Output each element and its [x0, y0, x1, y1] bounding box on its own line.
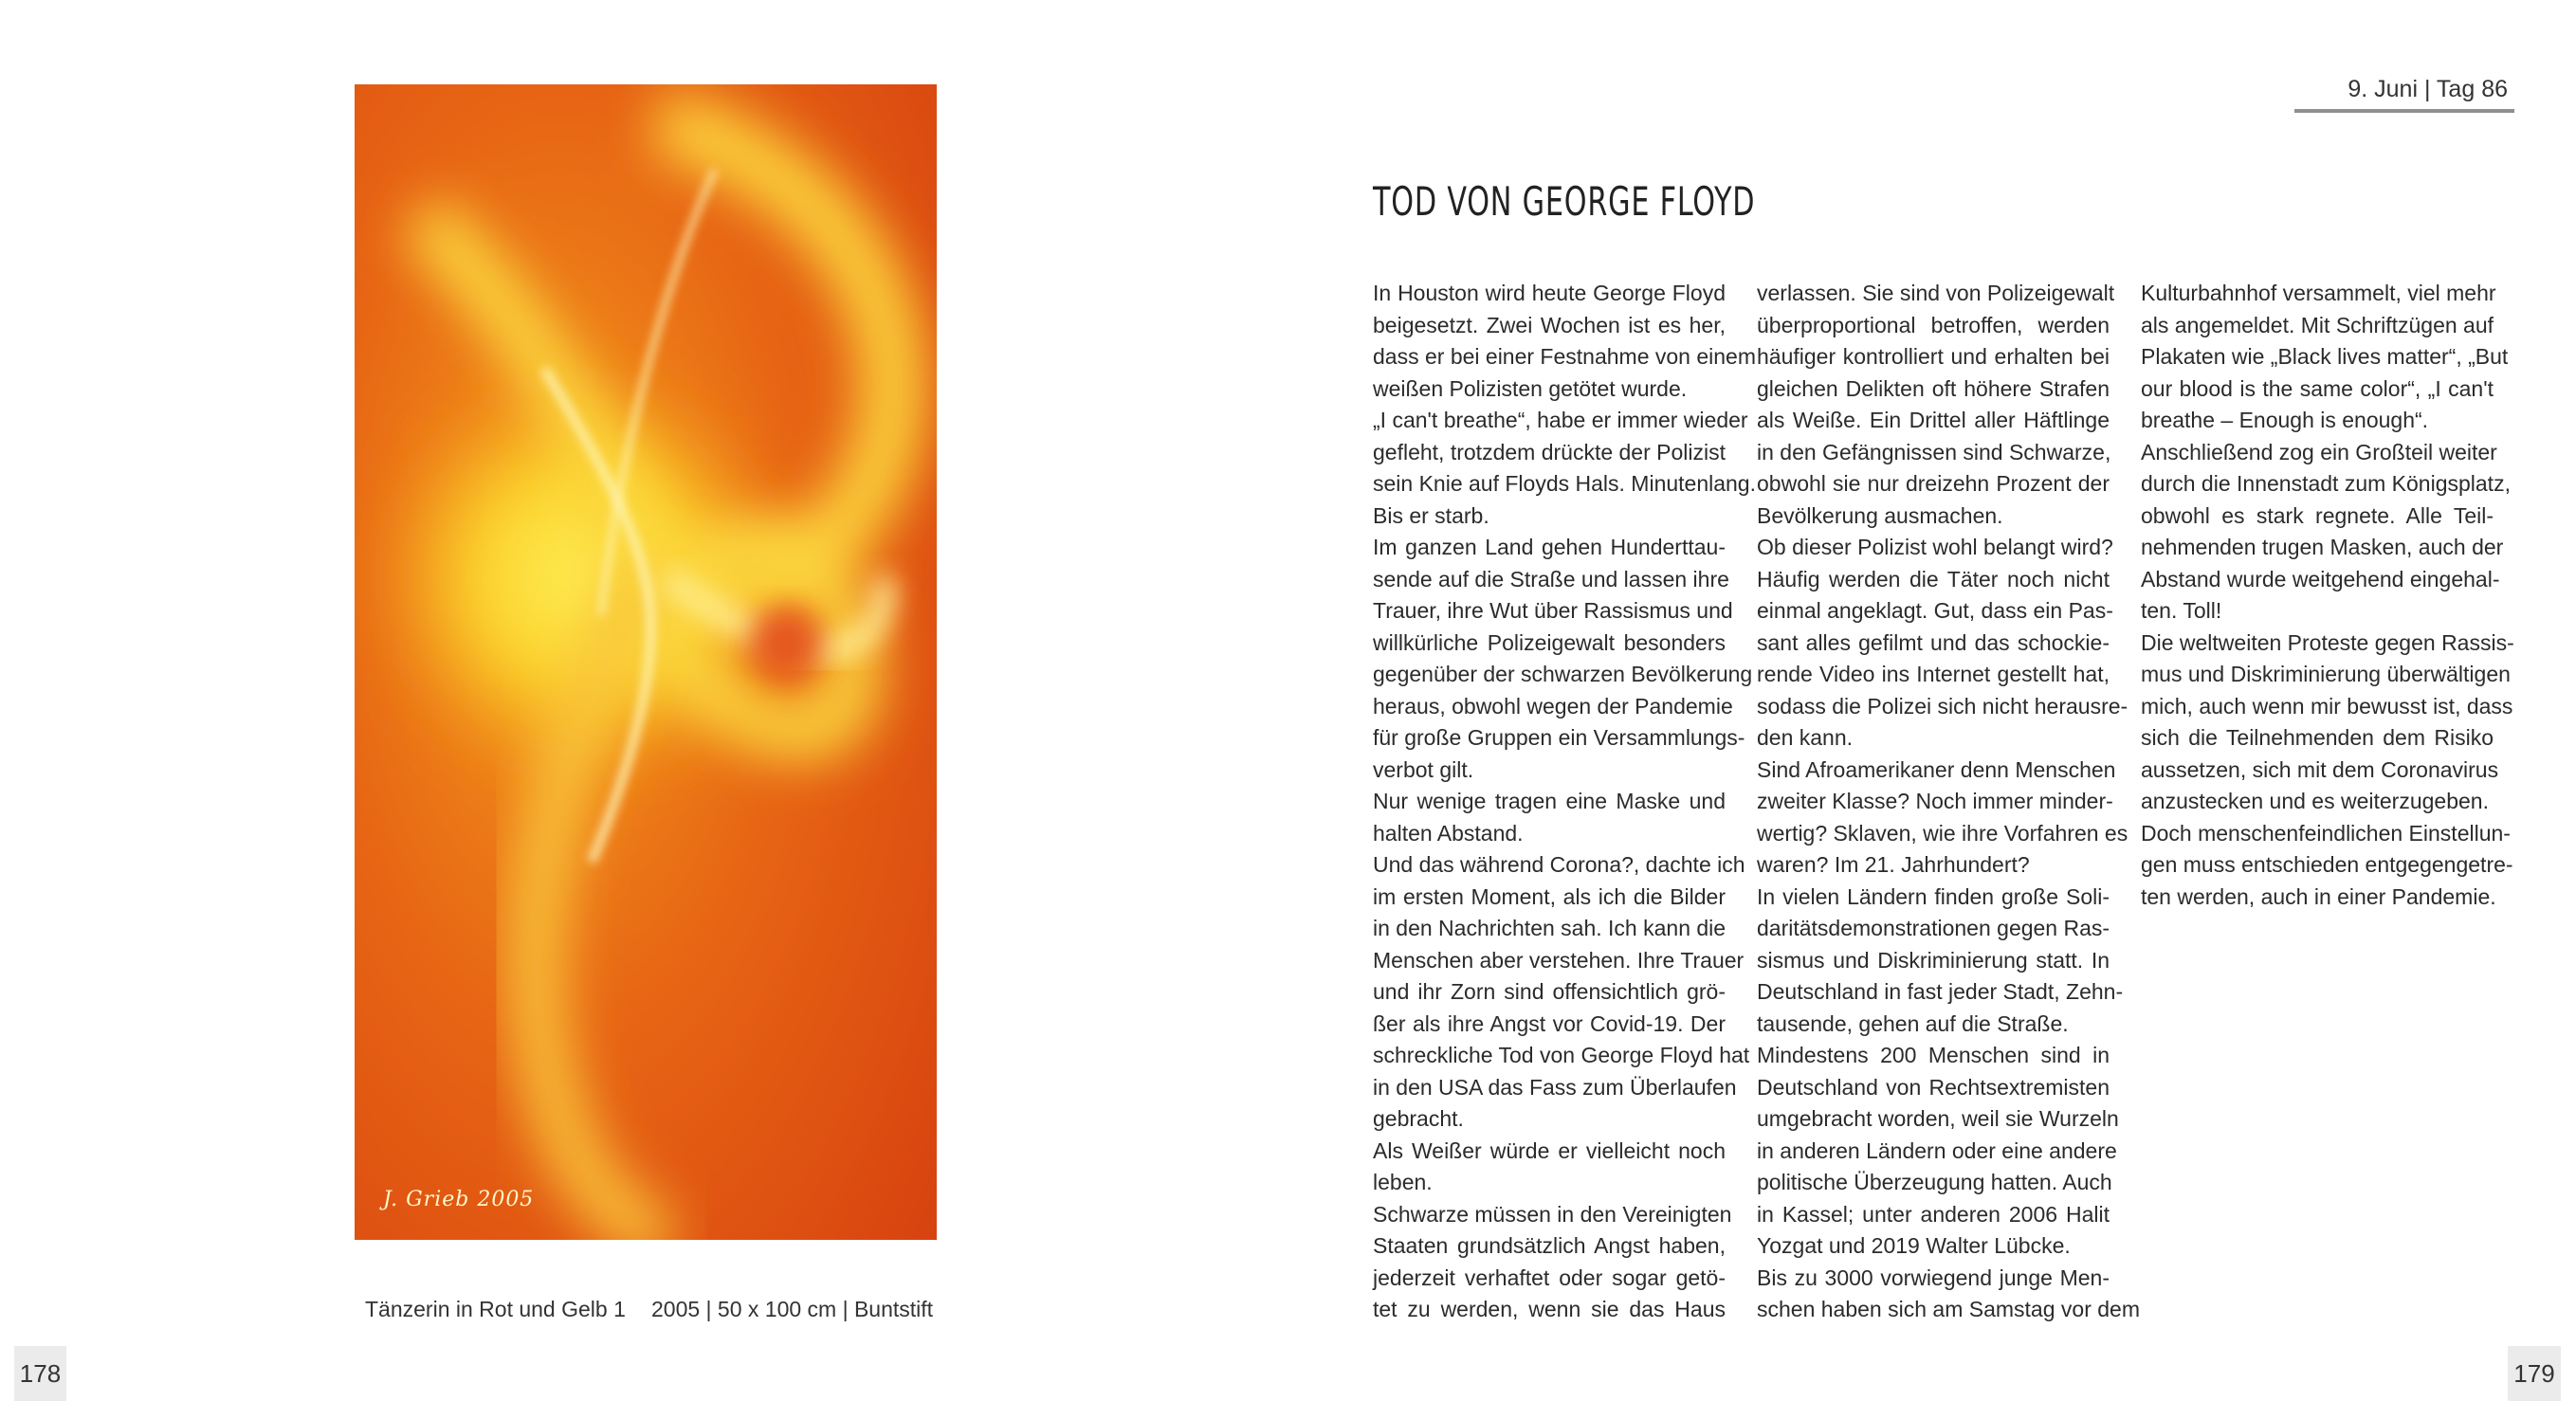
text-line: sende auf die Straße und lassen ihre	[1373, 566, 1729, 591]
text-line: ten werden, auch in einer Pandemie.	[2141, 883, 2496, 909]
text-line: weißen Polizisten getötet wurde.	[1373, 375, 1688, 401]
text-line: In Houston wird heute George Floyd	[1373, 281, 1726, 305]
text-column-3	[2141, 278, 2514, 913]
text-line: als angemeldet. Mit Schriftzügen auf	[2141, 312, 2494, 337]
text-line: waren? Im 21. Jahrhundert?	[1757, 852, 2030, 877]
header-rule	[2294, 109, 2514, 113]
text-line: heraus, obwohl wegen der Pandemie	[1373, 693, 1733, 719]
painting-artwork	[355, 84, 937, 1240]
text-line: den kann.	[1757, 725, 1854, 750]
text-line: In vielen Ländern finden große Soli-	[1757, 883, 2110, 909]
text-line: halten Abstand.	[1373, 820, 1524, 846]
text-line: verbot gilt.	[1373, 756, 1474, 782]
text-line: daritätsdemonstrationen gegen Ras-	[1757, 916, 2110, 940]
text-line: mus und Diskriminierung überwältigen	[2141, 662, 2511, 686]
text-line: gebracht.	[1373, 1106, 1464, 1131]
text-line: in den USA das Fass zum Überlaufen	[1373, 1074, 1737, 1100]
text-line: Plakaten wie „Black lives matter“, „But	[2141, 344, 2509, 369]
text-line: überproportional betroffen, werden	[1757, 312, 2110, 337]
text-line: Bis er starb.	[1373, 502, 1489, 528]
painting-signature: J. Grieb 2005	[383, 1188, 535, 1211]
text-line: Deutschland von Rechtsextremisten	[1757, 1074, 2110, 1100]
text-line: willkürliche Polizeigewalt besonders	[1373, 629, 1726, 655]
text-line: durch die Innenstadt zum Königsplatz,	[2141, 471, 2511, 496]
text-line: sant alles gefilmt und das schockie-	[1757, 629, 2110, 655]
text-line: Die weltweiten Proteste gegen Rassis-	[2141, 629, 2514, 655]
painting-image	[355, 84, 937, 1240]
running-header-date: 9. Juni | Tag 86	[2348, 76, 2508, 102]
text-line: zweiter Klasse? Noch immer minder-	[1757, 789, 2113, 813]
text-line: in den Nachrichten sah. Ich kann die	[1373, 916, 1726, 940]
text-line: obwohl sie nur dreizehn Prozent der	[1757, 471, 2110, 496]
text-line: Anschließend zog ein Großteil weiter	[2141, 439, 2497, 464]
artwork-caption-meta: 2005 | 50 x 100 cm | Buntstift	[651, 1297, 934, 1321]
text-line: Menschen aber verstehen. Ihre Trauer	[1373, 947, 1745, 973]
text-line: und ihr Zorn sind offensichtlich grö-	[1373, 979, 1726, 1004]
text-line: Bevölkerung ausmachen.	[1757, 502, 2003, 528]
text-line: Schwarze müssen in den Vereinigten	[1373, 1201, 1732, 1227]
text-line: obwohl es stark regnete. Alle Teil-	[2141, 502, 2494, 528]
text-line: verlassen. Sie sind von Polizeigewalt	[1757, 281, 2115, 305]
text-line: gegenüber der schwarzen Bevölkerung	[1373, 662, 1753, 686]
text-line: Yozgat und 2019 Walter Lübcke.	[1757, 1233, 2071, 1258]
text-line: leben.	[1373, 1170, 1433, 1194]
text-line: Im ganzen Land gehen Hunderttau-	[1373, 535, 1726, 559]
text-line: im ersten Moment, als ich die Bilder	[1373, 883, 1726, 909]
text-line: Kulturbahnhof versammelt, viel mehr	[2141, 281, 2496, 305]
text-line: tausende, gehen auf die Straße.	[1757, 1010, 2069, 1036]
article-title: TOD VON GEORGE FLOYD	[1373, 178, 1756, 225]
text-line: Und das während Corona?, dachte ich	[1373, 852, 1745, 877]
text-column-2	[1757, 278, 2140, 1326]
text-line: als Weiße. Ein Drittel aller Häftlinge	[1757, 408, 2110, 432]
text-line: our blood is the same color“, „I can't	[2141, 375, 2494, 401]
text-line: breathe – Enough is enough“.	[2141, 408, 2429, 432]
text-line: Staaten grundsätzlich Angst haben,	[1373, 1233, 1726, 1258]
text-line: umgebracht worden, weil sie Wurzeln	[1757, 1106, 2119, 1131]
text-line: jederzeit verhaftet oder sogar getö-	[1373, 1265, 1726, 1290]
text-line: Sind Afroamerikaner denn Menschen	[1757, 756, 2116, 782]
text-line: schreckliche Tod von George Floyd hat	[1373, 1043, 1750, 1067]
text-line: häufiger kontrolliert und erhalten bei	[1757, 344, 2110, 369]
text-line: schen haben sich am Samstag vor dem	[1757, 1297, 2140, 1321]
text-line: gefleht, trotzdem drückte der Polizist	[1373, 439, 1726, 464]
text-line: sismus und Diskriminierung statt. In	[1757, 947, 2110, 973]
text-line: Mindestens 200 Menschen sind in	[1757, 1043, 2110, 1067]
text-line: ßer als ihre Angst vor Covid-19. Der	[1373, 1010, 1726, 1036]
text-line: für große Gruppen ein Versammlungs-	[1373, 725, 1745, 750]
text-line: Als Weißer würde er vielleicht noch	[1373, 1137, 1726, 1163]
text-line: in den Gefängnissen sind Schwarze,	[1757, 439, 2111, 464]
text-line: in anderen Ländern oder eine andere	[1757, 1137, 2117, 1163]
text-line: dass er bei einer Festnahme von einem	[1373, 344, 1756, 369]
text-line: nehmenden trugen Masken, auch der	[2141, 535, 2504, 559]
text-line: Ob dieser Polizist wohl belangt wird?	[1757, 535, 2113, 559]
text-line: ten. Toll!	[2141, 598, 2222, 623]
text-line: tet zu werden, wenn sie das Haus	[1373, 1297, 1726, 1321]
text-line: in Kassel; unter anderen 2006 Halit	[1757, 1201, 2110, 1227]
text-line: Bis zu 3000 vorwiegend junge Men-	[1757, 1265, 2110, 1290]
text-line: Doch menschenfeindlichen Einstellun-	[2141, 820, 2511, 846]
text-line: wertig? Sklaven, wie ihre Vorfahren es	[1757, 820, 2128, 846]
text-line: sein Knie auf Floyds Hals. Minutenlang.	[1373, 471, 1756, 496]
text-line: Häufig werden die Täter noch nicht	[1757, 566, 2110, 591]
text-column-1	[1373, 278, 1756, 1326]
text-line: Deutschland in fast jeder Stadt, Zehn-	[1757, 979, 2124, 1004]
text-line: beigesetzt. Zwei Wochen ist es her,	[1373, 312, 1726, 337]
text-line: politische Überzeugung hatten. Auch	[1757, 1170, 2112, 1194]
text-line: sodass die Polizei sich nicht herausre-	[1757, 693, 2128, 719]
text-line: Abstand wurde weitgehend eingehal-	[2141, 566, 2500, 591]
page-number-right: 179	[2508, 1346, 2561, 1401]
text-line: einmal angeklagt. Gut, dass ein Pas-	[1757, 598, 2113, 623]
text-line: „I can't breathe“, habe er immer wieder	[1373, 408, 1748, 432]
text-line: gen muss entschieden entgegengetre-	[2141, 852, 2513, 877]
text-line: Trauer, ihre Wut über Rassismus und	[1373, 598, 1733, 623]
text-line: anzustecken und es weiterzugeben.	[2141, 789, 2489, 813]
text-line: rende Video ins Internet gestellt hat,	[1757, 662, 2110, 686]
text-line: Nur wenige tragen eine Maske und	[1373, 789, 1726, 813]
text-line: aussetzen, sich mit dem Coronavirus	[2141, 756, 2499, 782]
artwork-caption-title: Tänzerin in Rot und Gelb 1	[365, 1297, 626, 1321]
text-line: gleichen Delikten oft höhere Strafen	[1757, 375, 2110, 401]
text-line: sich die Teilnehmenden dem Risiko	[2141, 725, 2494, 750]
text-line: mich, auch wenn mir bewusst ist, dass	[2141, 693, 2513, 719]
page-number-left: 178	[14, 1346, 66, 1401]
